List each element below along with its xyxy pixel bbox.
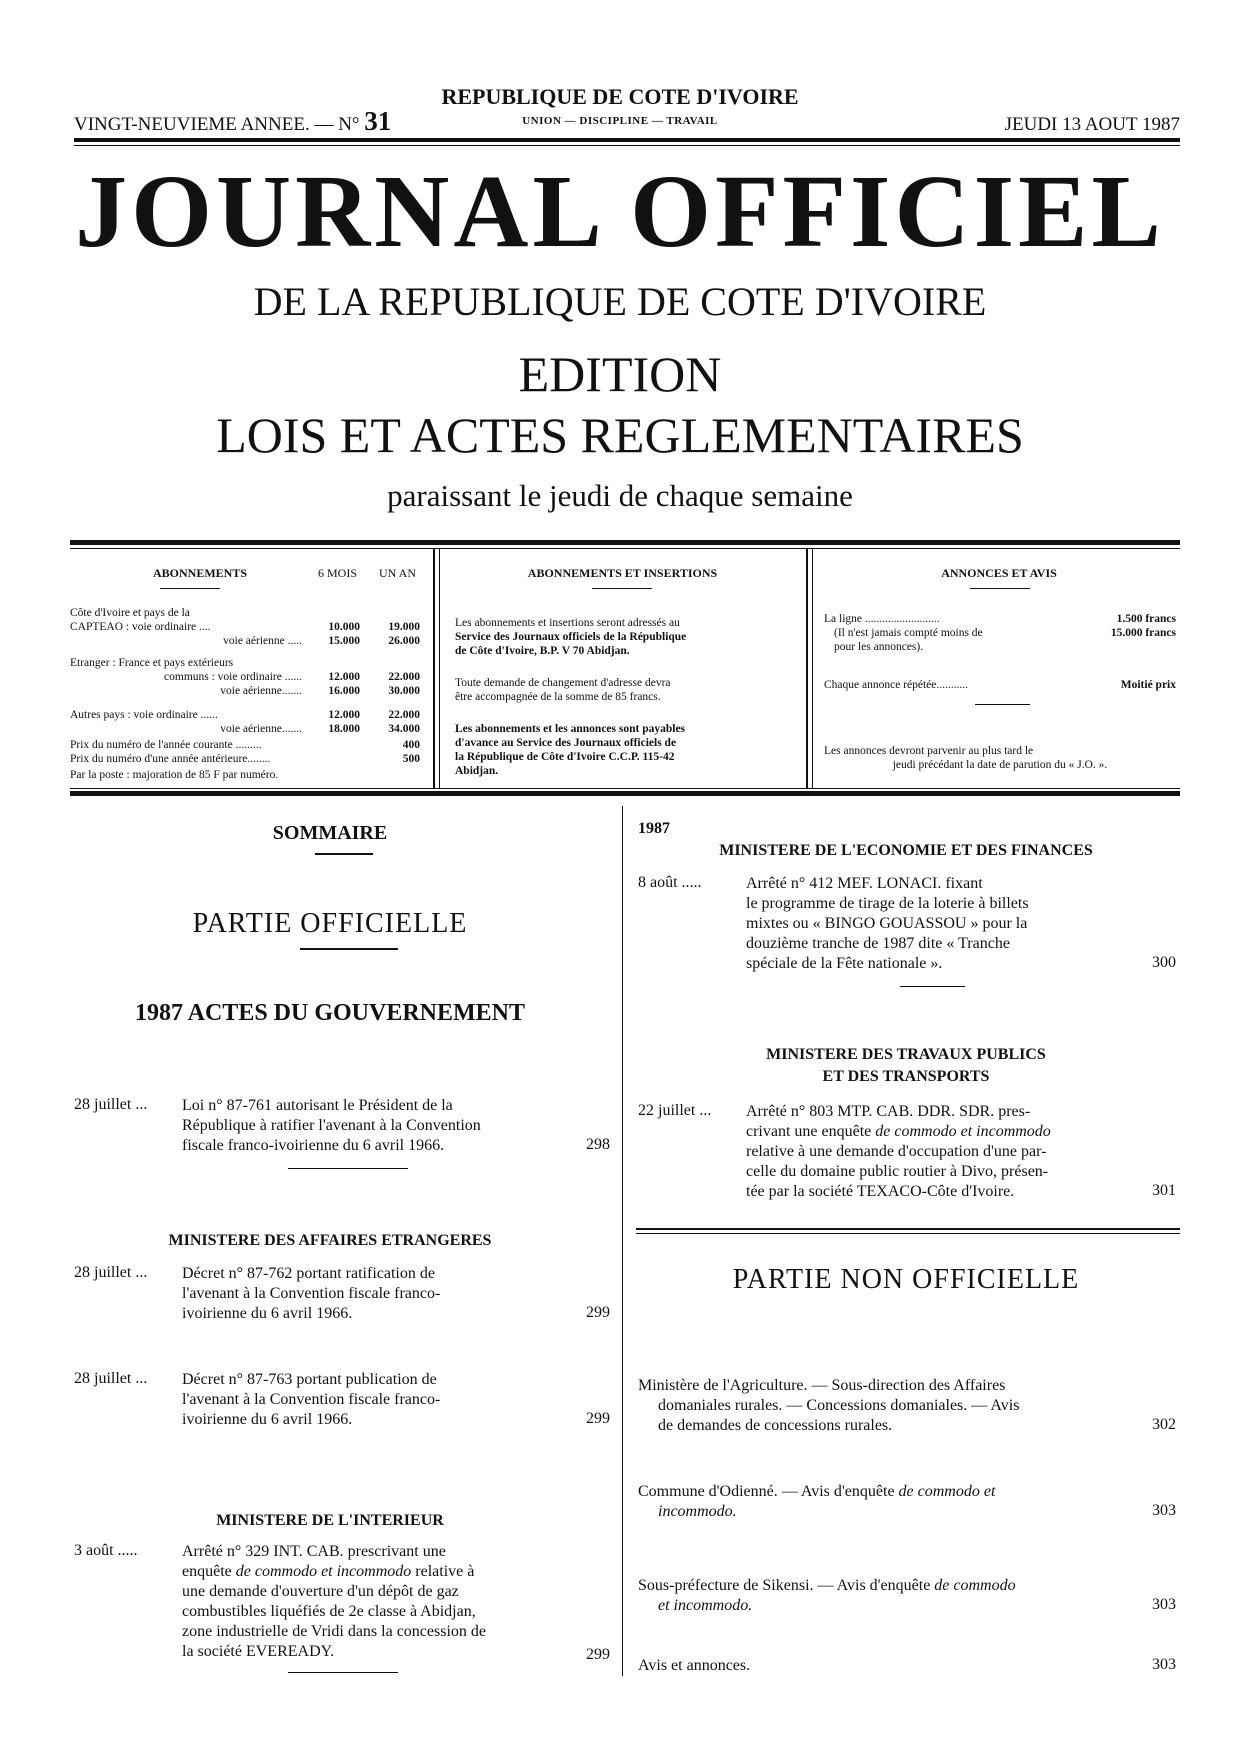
sub-row-2-6mois: 15.000 bbox=[328, 635, 360, 647]
entry-line: la société EVEREADY. bbox=[182, 1643, 335, 1660]
actes-heading: 1987 ACTES DU GOUVERNEMENT bbox=[134, 1000, 526, 1026]
repeat-price: Moitié prix bbox=[1120, 679, 1176, 691]
box-divider-2 bbox=[806, 549, 808, 788]
header-rule-thin bbox=[74, 145, 1180, 146]
sub-row-6-6mois: 12.000 bbox=[328, 709, 360, 721]
announcements-heading-rule bbox=[970, 588, 1030, 589]
insertions-p2-b: être accompagnée de la somme de 85 francs. bbox=[455, 691, 661, 703]
entry-line: incommodo. bbox=[658, 1503, 737, 1520]
ministry-interieur: MINISTERE DE L'INTERIEUR bbox=[216, 1512, 444, 1529]
box-bottom-rule bbox=[70, 791, 1180, 796]
entry-line: fiscale franco-ivoirienne du 6 avril 1966. bbox=[182, 1137, 445, 1154]
entry-line-part: crivant une enquête bbox=[746, 1123, 876, 1140]
header-rule bbox=[74, 138, 1180, 142]
column-divider bbox=[622, 806, 623, 1676]
col-6-mois: 6 MOIS bbox=[317, 566, 357, 580]
line-price: 1.500 francs bbox=[1116, 613, 1176, 625]
entry-line-italic: de commodo bbox=[934, 1577, 1016, 1594]
entry-line: le programme de tirage de la loterie à billets bbox=[746, 895, 1029, 912]
entry-line: ivoirienne du 6 avril 1966. bbox=[182, 1411, 353, 1428]
entry-rule bbox=[900, 986, 965, 987]
partie-non-officielle-heading: PARTIE NON OFFICIELLE bbox=[732, 1264, 1080, 1295]
page-number: 303 bbox=[1152, 1502, 1176, 1519]
subscriptions-heading: ABONNEMENTS bbox=[152, 566, 247, 580]
entry-line bbox=[182, 1562, 557, 1582]
sommaire-heading: SOMMAIRE bbox=[272, 822, 388, 844]
entry-date: 28 juillet ... bbox=[74, 1096, 148, 1113]
entry-line: Arrêté n° 803 MTP. CAB. DDR. SDR. pres- bbox=[746, 1103, 1031, 1120]
subscriptions-heading-rule bbox=[160, 588, 220, 589]
entry-line: ivoirienne du 6 avril 1966. bbox=[182, 1305, 353, 1322]
sub-row-3: Etranger : France et pays extérieurs bbox=[70, 657, 234, 669]
box-divider-1 bbox=[433, 549, 435, 788]
announcements-heading: ANNONCES ET AVIS bbox=[941, 566, 1057, 580]
insertions-heading: ABONNEMENTS ET INSERTIONS bbox=[527, 566, 718, 580]
entry-line: et incommodo. bbox=[658, 1597, 753, 1614]
insertions-heading-rule bbox=[592, 588, 652, 589]
page-number: 298 bbox=[586, 1136, 610, 1153]
minimum-note-a: (Il n'est jamais compté moins de bbox=[834, 627, 983, 639]
edition-label: VINGT-NEUVIEME ANNEE. — N° bbox=[74, 114, 360, 135]
entry-line-part: Commune d'Odienné. — Avis d'enquête bbox=[638, 1483, 899, 1500]
entry-line: Décret n° 87-762 portant ratification de bbox=[182, 1265, 435, 1282]
entry-line: Avis et annonces. bbox=[638, 1657, 751, 1674]
sub-row-2-1an: 26.000 bbox=[388, 635, 420, 647]
entry-line: Décret n° 87-763 portant publication de bbox=[182, 1371, 437, 1388]
sub-row-6-1an: 22.000 bbox=[388, 709, 420, 721]
sub-row-8: Prix du numéro de l'année courante ......... bbox=[70, 739, 262, 751]
page-number: 299 bbox=[586, 1646, 610, 1663]
masthead-subtitle: DE LA REPUBLIQUE DE COTE D'IVOIRE bbox=[253, 279, 987, 324]
right-year: 1987 bbox=[638, 820, 670, 837]
box-top-rule-thin bbox=[70, 548, 1180, 549]
ministry-economie: MINISTERE DE L'ECONOMIE ET DES FINANCES bbox=[719, 842, 1093, 859]
partie-officielle-heading: PARTIE OFFICIELLE bbox=[192, 908, 468, 939]
entry-line bbox=[638, 1576, 1128, 1596]
entry-line-part: relative à bbox=[411, 1563, 475, 1580]
sub-row-0: Côte d'Ivoire et pays de la bbox=[70, 607, 190, 619]
entry-date: 8 août ..... bbox=[638, 874, 702, 891]
entry-date: 3 août ..... bbox=[74, 1542, 138, 1559]
sommaire-rule bbox=[315, 853, 373, 855]
sub-row-5-1an: 30.000 bbox=[388, 685, 420, 697]
republic-title: REPUBLIQUE DE COTE D'IVOIRE bbox=[441, 84, 799, 109]
ministry-travaux-publics-2: ET DES TRANSPORTS bbox=[822, 1068, 990, 1085]
entry-line: celle du domaine public routier à Divo, présen- bbox=[746, 1163, 1049, 1180]
entry-line: tée par la société TEXACO-Côte d'Ivoire. bbox=[746, 1183, 1015, 1200]
sub-row-9-1an: 500 bbox=[402, 753, 420, 765]
entry-line: Arrêté n° 412 MEF. LONACI. fixant bbox=[746, 875, 983, 892]
box-top-rule bbox=[70, 540, 1180, 545]
deadline-a: Les annonces devront parvenir au plus tard le bbox=[824, 745, 1034, 757]
sub-row-2: voie aérienne ..... bbox=[223, 635, 302, 647]
insertions-p3-c: la République de Côte d'Ivoire C.C.P. 115-42 bbox=[455, 751, 675, 763]
sub-row-4-1an: 22.000 bbox=[388, 671, 420, 683]
page-number: 302 bbox=[1152, 1416, 1176, 1433]
insertions-p2-a: Toute demande de changement d'adresse devra bbox=[455, 677, 671, 689]
entry-line-italic: de commodo et incommodo bbox=[235, 1563, 412, 1580]
entry-line: douzième tranche de 1987 dite « Tranche bbox=[746, 935, 1010, 952]
page-number: 303 bbox=[1152, 1656, 1176, 1673]
entry-line bbox=[638, 1482, 1128, 1502]
sub-row-7-6mois: 18.000 bbox=[328, 723, 360, 735]
entry-line: Loi n° 87-761 autorisant le Président de la bbox=[182, 1097, 453, 1114]
ministry-affaires-etrangeres: MINISTERE DES AFFAIRES ETRANGERES bbox=[168, 1232, 492, 1249]
entry-line: domaniales rurales. — Concessions domaniales. — Avis bbox=[658, 1397, 1020, 1414]
entry-line: Arrêté n° 329 INT. CAB. prescrivant une bbox=[182, 1543, 446, 1560]
entry-rule bbox=[288, 1168, 408, 1169]
postage-note: Par la poste : majoration de 85 F par numéro. bbox=[70, 769, 279, 781]
entry-line bbox=[746, 1122, 1122, 1142]
insertions-p1-b: Service des Journaux officiels de la République bbox=[455, 631, 687, 643]
entry-line: combustibles liquéfiés de 2e classe à Abidjan, bbox=[182, 1603, 476, 1620]
line-price-label: La ligne .......................... bbox=[824, 613, 940, 625]
entry-line-part: Sous-préfecture de Sikensi. — Avis d'enquête bbox=[638, 1577, 935, 1594]
box-divider-1b bbox=[439, 549, 440, 788]
entry-date: 28 juillet ... bbox=[74, 1264, 148, 1281]
deadline-b: jeudi précédant la date de parution du « J.O. ». bbox=[892, 759, 1108, 771]
national-motto: UNION — DISCIPLINE — TRAVAIL bbox=[522, 115, 718, 127]
issue-number: 31 bbox=[364, 106, 392, 136]
page-number: 301 bbox=[1152, 1182, 1176, 1199]
sub-row-1-6mois: 10.000 bbox=[328, 621, 360, 633]
partie-officielle-rule bbox=[300, 948, 398, 950]
entry-line: mixtes ou « BINGO GOUASSOU » pour la bbox=[746, 915, 1028, 932]
page-number: 299 bbox=[586, 1304, 610, 1321]
page-number: 299 bbox=[586, 1410, 610, 1427]
minimum-price: 15.000 francs bbox=[1110, 627, 1176, 639]
insertions-p1-a: Les abonnements et insertions seront adressés au bbox=[455, 617, 680, 629]
page-number: 300 bbox=[1152, 954, 1176, 971]
sub-row-4-6mois: 12.000 bbox=[328, 671, 360, 683]
insertions-p3-a: Les abonnements et les annonces sont payables bbox=[455, 723, 686, 735]
publication-frequency: paraissant le jeudi de chaque semaine bbox=[387, 478, 853, 513]
ministry-travaux-publics-1: MINISTERE DES TRAVAUX PUBLICS bbox=[766, 1046, 1046, 1063]
entry-line: de demandes de concessions rurales. bbox=[658, 1417, 893, 1434]
entry-date: 28 juillet ... bbox=[74, 1370, 148, 1387]
sub-row-1: CAPTEAO : voie ordinaire .... bbox=[70, 621, 211, 633]
announcements-rule bbox=[975, 704, 1030, 705]
entry-line: l'avenant à la Convention fiscale franco- bbox=[182, 1285, 441, 1302]
entry-rule bbox=[288, 1672, 398, 1673]
box-divider-2b bbox=[812, 549, 813, 788]
entry-date: 22 juillet ... bbox=[638, 1102, 712, 1119]
sub-row-5-6mois: 16.000 bbox=[328, 685, 360, 697]
partie-non-rule bbox=[636, 1228, 1180, 1230]
entry-line: l'avenant à la Convention fiscale franco- bbox=[182, 1391, 441, 1408]
sub-row-1-1an: 19.000 bbox=[388, 621, 420, 633]
entry-line: une demande d'ouverture d'un dépôt de gaz bbox=[182, 1583, 459, 1600]
edition-label: EDITION bbox=[518, 346, 722, 402]
sub-row-7-1an: 34.000 bbox=[388, 723, 420, 735]
entry-line: Ministère de l'Agriculture. — Sous-direction des Affaires bbox=[638, 1377, 1006, 1394]
box-bottom-rule-thin bbox=[70, 788, 1180, 789]
col-un-an: UN AN bbox=[378, 566, 416, 580]
page-number: 303 bbox=[1152, 1596, 1176, 1613]
entry-line-part: enquête bbox=[182, 1563, 236, 1580]
entry-line: zone industrielle de Vridi dans la concession de bbox=[182, 1623, 486, 1640]
sub-row-5: voie aérienne....... bbox=[220, 685, 302, 697]
sub-row-6: Autres pays : voie ordinaire ...... bbox=[70, 709, 218, 721]
edition-type: LOIS ET ACTES REGLEMENTAIRES bbox=[216, 407, 1024, 463]
entry-line: République à ratifier l'avenant à la Convention bbox=[182, 1117, 481, 1134]
sub-row-7: voie aérienne....... bbox=[220, 723, 302, 735]
partie-non-rule-thin bbox=[636, 1233, 1180, 1234]
entry-line-italic: de commodo et bbox=[898, 1483, 996, 1500]
entry-line-italic: de commodo et incommodo bbox=[875, 1123, 1051, 1140]
repeat-label: Chaque annonce répétée........... bbox=[824, 679, 969, 691]
insertions-p3-b: d'avance au Service des Journaux officiels de bbox=[455, 737, 677, 749]
entry-line: spéciale de la Fête nationale ». bbox=[746, 955, 943, 972]
insertions-p3-d: Abidjan. bbox=[455, 765, 499, 777]
sub-row-8-1an: 400 bbox=[402, 739, 420, 751]
masthead-title: JOURNAL OFFICIEL bbox=[75, 154, 1165, 269]
issue-date: JEUDI 13 AOUT 1987 bbox=[1004, 114, 1180, 135]
sub-row-4: communs : voie ordinaire ...... bbox=[164, 671, 302, 683]
insertions-p1-c: de Côte d'Ivoire, B.P. V 70 Abidjan. bbox=[455, 645, 630, 657]
minimum-note-b: pour les annonces). bbox=[834, 641, 924, 653]
entry-line: relative à une demande d'occupation d'une par- bbox=[746, 1143, 1047, 1160]
sub-row-9: Prix du numéro d'une année antérieure........ bbox=[70, 753, 271, 765]
